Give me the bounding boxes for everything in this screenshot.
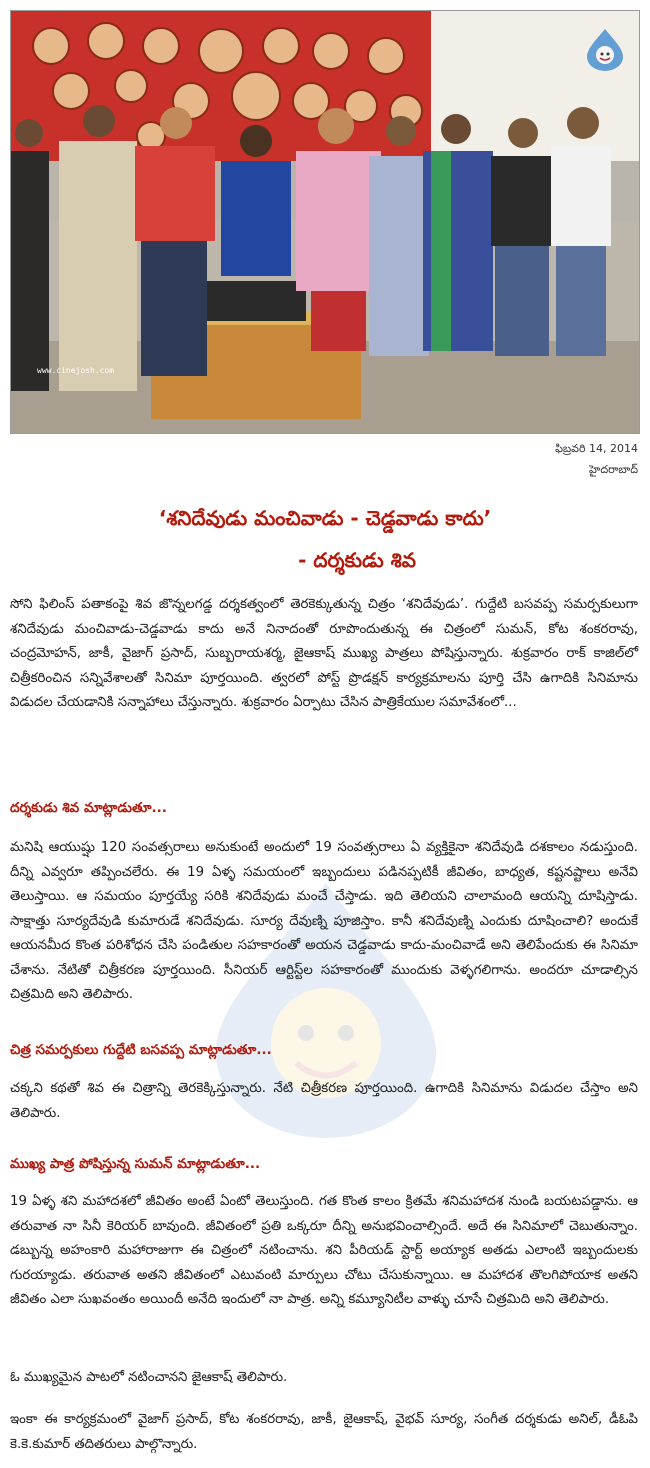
article-paragraph-suman: 19 ఏళ్ళ శని మహాదశలో జీవితం అంటే ఏంటో తెలుస్తుంది. గత కొంత కాలం క్రితమే శనిమహాదశ నుండి బయటపడ్డాను. ఆ తరువాత నా సినీ కెరియర్ బావుంది. జీవితంలో ప్రతి ఒక్కరూ దీన్ని అనుభవించాల్సిందే. అదే ఈ సినిమాలో చెబుతున్నాం. డబ్బున్న అహంకారి మహారాజుగా ఈ చిత్రంలో నటించాను. శని పీరియడ్ స్టార్ట్ అయ్యాక అతడు ఎలాంటి ఇబ్బందులకు గురయ్యాడు. తరువాత అతని జీవితంలో ఎటువంటి మార్పులు చోటు చేసుకున్నాయి. ఆ మహాదశ తొలగిపోయాక అతని జీవితం ఎలా సుఖవంతం అయిందీ అనేది ఇందులో నా పాత్ర. అన్ని కమ్యూనిటీల వాళ్ళు చూసే చిత్రమిది అని తెలిపారు. — [10, 1194, 638, 1307]
subheading-suman: ముఖ్య పాత్ర పోషిస్తున్న సుమన్ మాట్లాడుతూ... — [10, 1156, 261, 1172]
event-photo — [10, 10, 640, 434]
article-paragraph-intro: సోని ఫిలింస్ పతాకంపై శివ జొన్నలగడ్డ దర్శకత్వంలో తెరకెక్కుతున్న చిత్రం ‘శనిదేవుడు’. గుద్దేటి బసవప్ప సమర్పకులుగా శనిదేవుడు మంచివాడు-చెడ్డవాడు కాదు అనే నినాదంతో రూపొందుతున్న ఈ చిత్రంలో సుమన్, కోట శంకరరావు, చంద్రమోహన్, జాకీ, వైజాగ్ ప్రసాద్, సుబ్బరాయశర్మ, జైఆకాష్ ముఖ్య పాత్రలు పోషిస్తున్నారు. శుక్రవారం రాక్ కాజిల్‌లో చిత్రీకరించిన సన్నివేశాలతో సినిమా పూర్తయింది. త్వరలో పోస్ట్ ప్రొడక్షన్ కార్యక్రమాలను పూర్తి చేసి ఉగాదికి సినిమాను విడుదల చేయడానికి సన్నాహాలు చేస్తున్నారు. శుక్రవారం ఏర్పాటు చేసిన పాత్రికేయుల సమావేశంలో... — [10, 597, 638, 710]
cinejosh-logo-icon — [585, 27, 625, 71]
article-paragraph-presenter: చక్కని కథతో శివ ఈ చిత్రాన్ని తెరకెక్కిస్తున్నారు. నేటి చిత్రీకరణ పూర్తయింది. ఉగాదికి సినిమాను విడుదల చేస్తాం అని తెలిపారు. — [10, 1081, 638, 1121]
headline-title: ‘శనిదేవుడు మంచివాడు - చెడ్డవాడు కాదు’ — [158, 506, 492, 530]
headline-byline: - దర్శకుడు శివ — [298, 548, 416, 572]
article-paragraph-director: మనిషి ఆయుష్షు 120 సంవత్సరాలు అనుకుంటే అందులో 19 సంవత్సరాలు ఏ వ్యక్తికైనా శనిదేవుడి దశకాలం నడుస్తుంది. దీన్ని ఎవ్వరూ తప్పించలేరు. ఈ 19 ఏళ్ళ సమయంలో ఇబ్బందులు పడినప్పటికీ జీవితం, బాధ్యత, కష్టనష్టాలు అనేవి తెలుస్తాయి. ఆ సమయం పూర్తయ్యే సరికి శనిదేవుడు మంచే చేస్తాడు. ఇది తెలియని చాలామంది ఆయన్ని దూషిస్తాడు. సాక్షాత్తు సూర్యదేవుడి కుమారుడే శనిదేవుడు. సూర్య దేవుణ్ని పూజిస్తాం. కానీ శనిదేవుణ్ని ఎందుకు దూషించాలి? అందుకే ఆయనమీద కొంత పరిశోధన చేసి పండితుల సహకారంతో అయన చెడ్డవాడు కాదు-మంచివాడే అని తెలిపేందుకు ఈ సినిమా చేశాను. నేటితో చిత్రీకరణ పూర్తయింది. సీనియర్ ఆర్టిస్ట్‌ల సహకారంతో ముందుకు వెళ్ళగలిగాను. అందరూ చూడాల్సిన చిత్రమిది అని తెలిపారు. — [10, 840, 638, 1002]
article-place: హైదరాబాద్ — [589, 463, 638, 476]
article-paragraph-jaiakash: ఓ ముఖ్యమైన పాటలో నటించానని జైఆకాష్ తెలిపారు. — [10, 1370, 288, 1385]
photo-watermark-text: www.cinejosh.com — [37, 366, 115, 375]
subheading-director: దర్శకుడు శివ మాట్లాడుతూ... — [10, 800, 167, 816]
subheading-presenter: చిత్ర సమర్పకులు గుద్దేటి బసవప్ప మాట్లాడుతూ... — [10, 1042, 272, 1058]
article-date: ఫిబ్రవరి 14, 2014 — [555, 442, 638, 455]
article-paragraph-attendees: ఇంకా ఈ కార్యక్రమంలో వైజాగ్ ప్రసాద్, కోట శంకరరావు, జాకీ, జైఆకాష్, వైభవ్ సూర్య, సంగీత దర్శకుడు అనిల్, డీఓపి కె.కె.కుమార్ తదితరులు పాల్గొన్నారు. — [10, 1412, 638, 1452]
